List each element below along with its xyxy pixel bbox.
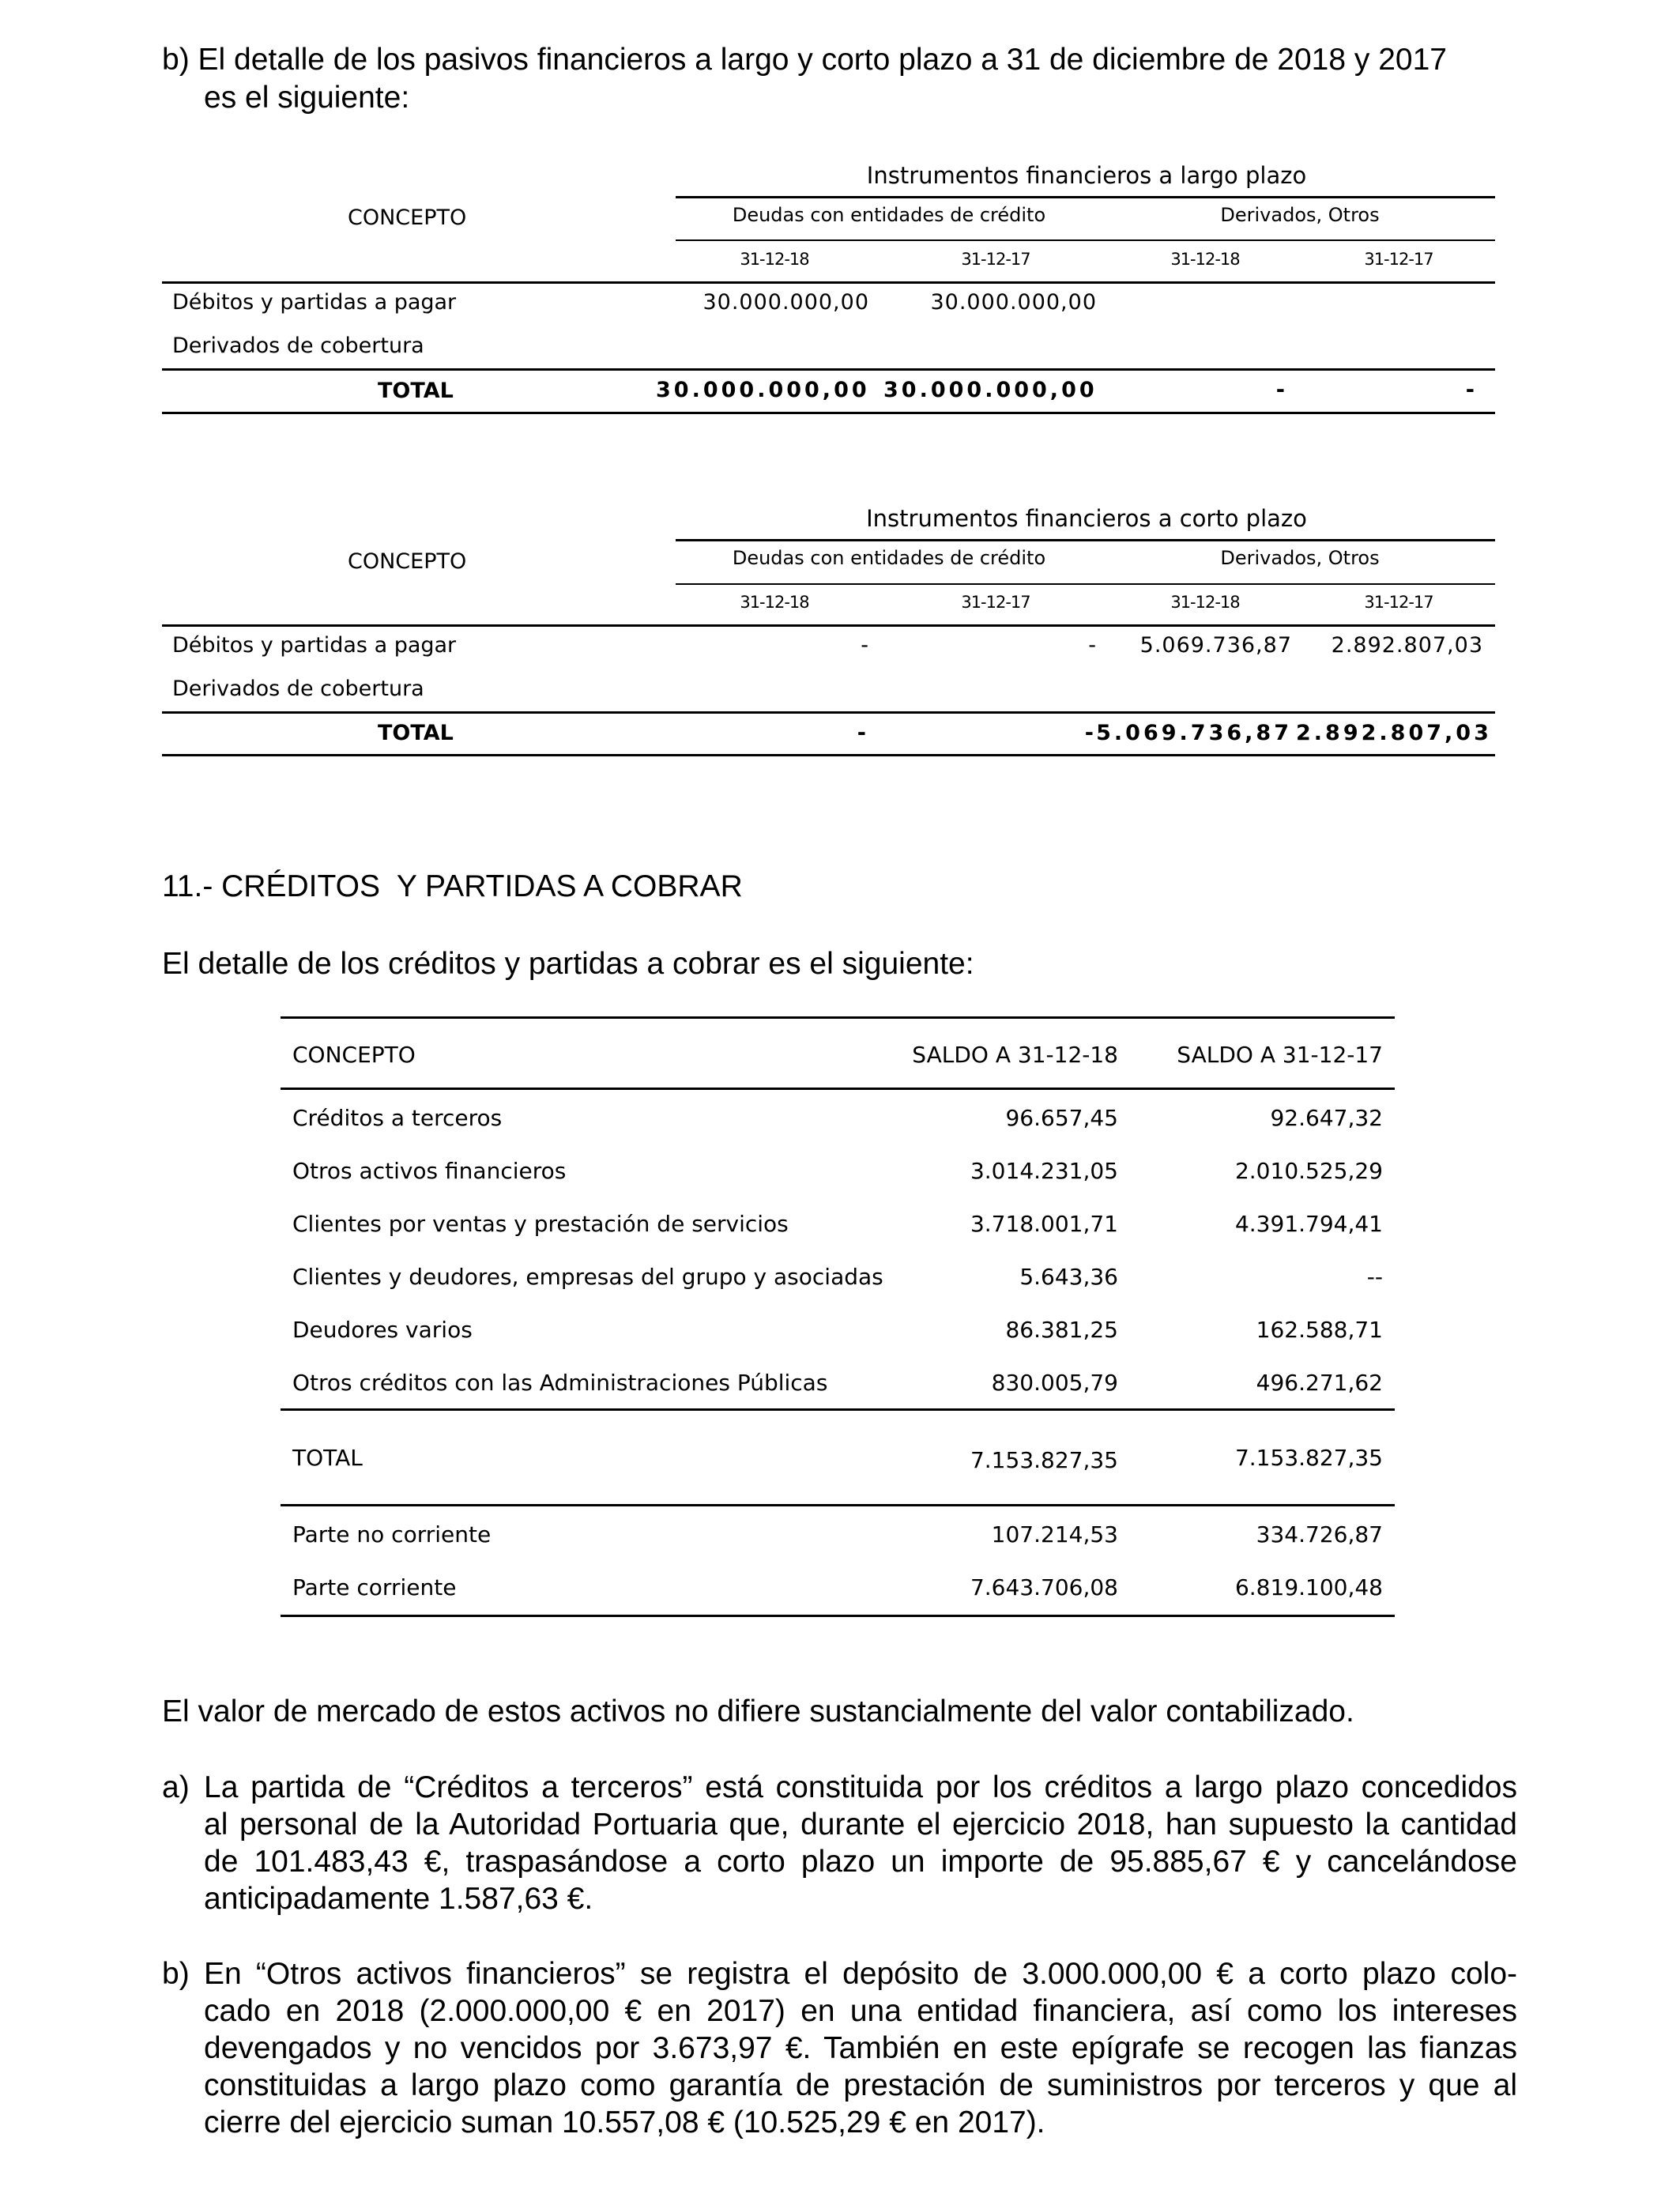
short-date-4: 31-12-17 <box>1364 593 1433 612</box>
credits-row-2018: 5.643,36 <box>1019 1264 1118 1290</box>
note-a-line: anticipadamente 1.587,63 €. <box>204 1882 593 1916</box>
short-row-label: Derivados de cobertura <box>172 677 424 701</box>
short-total-label: TOTAL <box>378 721 454 745</box>
credits-total-2018: 7.153.827,35 <box>970 1447 1118 1473</box>
credits-split-2018: 107.214,53 <box>991 1521 1118 1547</box>
long-row-label: Débitos y partidas a pagar <box>172 290 457 315</box>
credits-row-label: Deudores varios <box>292 1317 473 1343</box>
short-total-value: 2.892.807,03 <box>1296 721 1492 745</box>
short-total-value: - <box>857 721 869 745</box>
long-sub-derivados: Derivados, Otros <box>1220 204 1380 226</box>
credits-row-2017: -- <box>1366 1264 1383 1290</box>
long-sub-deudas: Deudas con entidades de crédito <box>732 204 1046 226</box>
credits-row-2017: 162.588,71 <box>1256 1317 1383 1343</box>
credits-row-2018: 830.005,79 <box>991 1370 1118 1396</box>
long-row-value: 30.000.000,00 <box>703 290 869 315</box>
short-concept-header: CONCEPTO <box>348 549 467 574</box>
credits-row-2018: 86.381,25 <box>1005 1317 1118 1343</box>
long-total-label: TOTAL <box>378 379 454 403</box>
short-date-1: 31-12-18 <box>740 593 809 612</box>
credits-split-label: Parte corriente <box>292 1574 457 1600</box>
short-total-value: 5.069.736,87 <box>1096 721 1292 745</box>
credits-row-label: Créditos a terceros <box>292 1105 503 1131</box>
long-date-1: 31-12-18 <box>740 250 809 269</box>
credits-row-2018: 3.014.231,05 <box>970 1158 1118 1184</box>
note-b-line: cierre del ejercicio suman 10.557,08 € (10.525,29 € en 2017). <box>204 2105 1045 2139</box>
credits-row-label: Otros activos financieros <box>292 1158 567 1184</box>
short-row-value: - <box>861 633 869 658</box>
short-row-value: 2.892.807,03 <box>1331 633 1483 658</box>
credits-row-2018: 3.718.001,71 <box>970 1211 1118 1237</box>
credits-header-concept: CONCEPTO <box>292 1042 416 1068</box>
long-concept-header: CONCEPTO <box>348 205 467 230</box>
short-date-2: 31-12-17 <box>961 593 1030 612</box>
credits-total-2017: 7.153.827,35 <box>1234 1445 1383 1471</box>
note-a-line: al personal de la Autoridad Portuaria que, durante el ejercicio 2018, han supuesto la cantidad <box>204 1808 1517 1842</box>
divider <box>281 1016 1395 1019</box>
note-b-line: devengados y no vencidos por 3.673,97 €. También en este epígrafe se recogen las fianzas <box>204 2031 1517 2065</box>
intro-line-2: es el siguiente: <box>204 81 410 115</box>
short-group-title: Instrumentos financieros a corto plazo <box>866 505 1307 532</box>
credits-row-label: Otros créditos con las Administraciones Públicas <box>292 1370 828 1396</box>
short-sub-derivados: Derivados, Otros <box>1220 547 1380 569</box>
divider <box>281 1615 1395 1617</box>
short-sub-deudas: Deudas con entidades de crédito <box>732 547 1046 569</box>
credits-row-label: Clientes por ventas y prestación de servicios <box>292 1211 789 1237</box>
market-value-note: El valor de mercado de estos activos no difiere sustancialmente del valor contabilizado. <box>162 1695 1354 1728</box>
short-row-value: 5.069.736,87 <box>1139 633 1292 658</box>
credits-header-2017: SALDO A 31-12-17 <box>1177 1042 1383 1068</box>
intro-line-1: b) El detalle de los pasivos financieros a largo y corto plazo a 31 de diciembre de 2018 y 2017 <box>162 43 1447 77</box>
short-row-label: Débitos y partidas a pagar <box>172 633 457 658</box>
note-b-line: constituidas a largo plazo como garantía de prestación de suministros por terceros y que al <box>204 2068 1517 2102</box>
note-a-line: de 101.483,43 €, traspasándose a corto plazo un importe de 95.885,67 € y cancelándose <box>204 1845 1517 1879</box>
credits-row-label: Clientes y deudores, empresas del grupo y asociadas <box>292 1264 883 1290</box>
divider <box>281 1408 1395 1411</box>
long-total-value: - <box>1465 378 1478 402</box>
credits-split-2017: 6.819.100,48 <box>1234 1574 1383 1600</box>
credits-split-label: Parte no corriente <box>292 1521 492 1547</box>
credits-row-2017: 2.010.525,29 <box>1234 1158 1383 1184</box>
long-date-2: 31-12-17 <box>961 250 1030 269</box>
long-group-title: Instrumentos financieros a largo plazo <box>866 162 1307 189</box>
credits-row-2017: 496.271,62 <box>1256 1370 1383 1396</box>
long-total-value: - <box>1275 378 1288 402</box>
section-intro: El detalle de los créditos y partidas a cobrar es el siguiente: <box>162 947 974 981</box>
credits-total-label: TOTAL <box>292 1445 363 1471</box>
short-date-3: 31-12-18 <box>1170 593 1240 612</box>
long-row-label: Derivados de cobertura <box>172 334 424 358</box>
divider <box>281 1088 1395 1090</box>
section-title: 11.- CRÉDITOS Y PARTIDAS A COBRAR <box>162 869 743 903</box>
note-b-marker: b) <box>162 1957 190 1991</box>
long-date-3: 31-12-18 <box>1170 250 1240 269</box>
long-total-value: 30.000.000,00 <box>883 378 1098 402</box>
credits-split-2018: 7.643.706,08 <box>970 1574 1118 1600</box>
note-b-line: cado en 2018 (2.000.000,00 € en 2017) en una entidad financiera, así como los intereses <box>204 1994 1517 2028</box>
credits-split-2017: 334.726,87 <box>1256 1521 1383 1547</box>
long-date-4: 31-12-17 <box>1364 250 1433 269</box>
credits-row-2018: 96.657,45 <box>1005 1105 1118 1131</box>
short-total-value: - <box>1084 721 1097 745</box>
note-a-marker: a) <box>162 1770 190 1804</box>
note-b-line: En “Otros activos financieros” se registra el depósito de 3.000.000,00 € a corto plazo colo- <box>204 1957 1517 1991</box>
long-row-value: 30.000.000,00 <box>930 290 1097 315</box>
credits-header-2018: SALDO A 31-12-18 <box>912 1042 1118 1068</box>
credits-row-2017: 92.647,32 <box>1270 1105 1383 1131</box>
credits-row-2017: 4.391.794,41 <box>1234 1211 1383 1237</box>
short-row-value: - <box>1088 633 1097 658</box>
divider <box>281 1504 1395 1506</box>
long-total-value: 30.000.000,00 <box>656 378 870 402</box>
note-a-line: La partida de “Créditos a terceros” está constituida por los créditos a largo plazo concedidos <box>204 1770 1517 1804</box>
